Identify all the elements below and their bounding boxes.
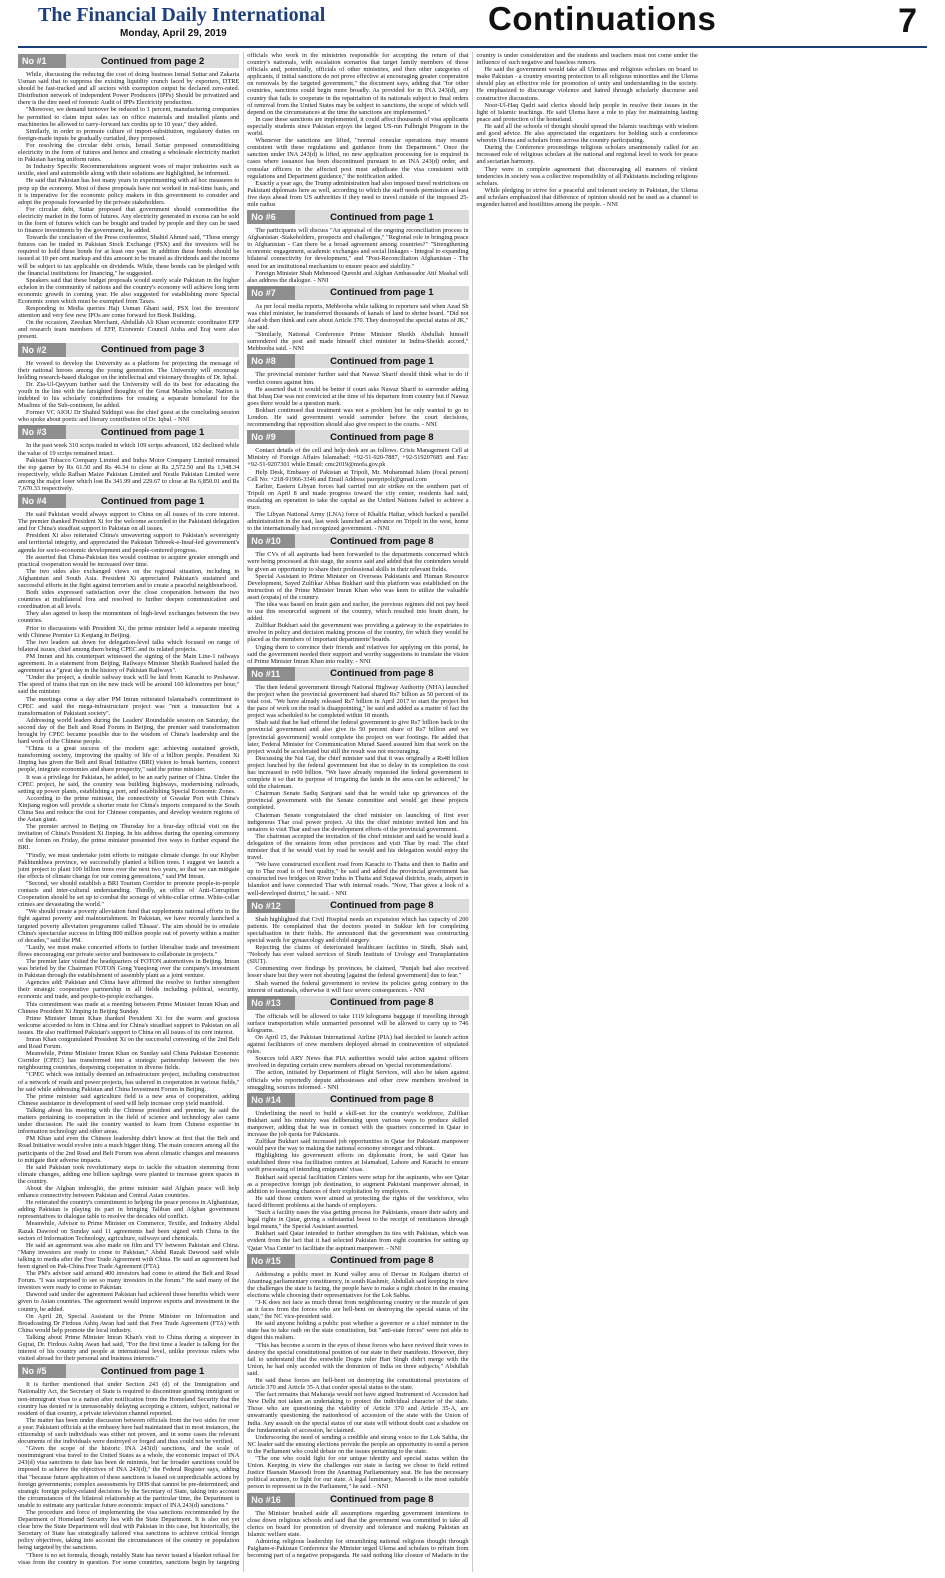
article-paragraph: Former VC AIOU Dr Shahid Siddiqui was the chief guest at the concluding session who spoke about poetic and literary contribution of Dr. Iqbal. - NNI (18, 409, 240, 424)
article-paragraph: The meetings come a day after PM Imran reiterated Islamabad's commitment to CPEC and said the mega-infrastructure project was "not a transaction but a transformation of Pakistani society". (18, 695, 240, 717)
article-paragraph: He asserted that it would be better if court asks Nawaz Sharif to surrender adding that Ishaq Dar was not convicted at the time of his departure from country but if Nawaz goes there would be a question mark. (247, 385, 469, 407)
article-paragraph: "We should create a poverty alleviation fund that supplements national efforts in the fight against poverty and malnourishment. In Pakistan, we have recently launched a targeted poverty alleviation programme called 'Ehsaas'. The aim should be to emulate China's spectacular success in lifting 800 million people out of poverty within a matter of decades," said the PM. (18, 908, 240, 944)
article (247, 996, 468, 1091)
article-paragraph: The provincial minister further said that Nawaz Sharif should think what to do if verdict comes against him. (247, 371, 469, 386)
article-paragraph: The premier later visited the headquarters of FOTON automotives in Beijing. Imran was briefed by the Chairman FOTON Gong Yueqiong over the company's investment in Pakistan through the establishment of assembly plant as a joint venture. (18, 957, 240, 980)
article-paragraph: Addressing a public meet in Kund valley area of Devsar in Kulgam district of Anantnag parliamentary constituency, in south Kashmir, Abdullah said keeping in view the challenges the state is facing, the people have to make a right choice in the ensuing elections while choosing their representatives for the Lok Sabha. (247, 1270, 469, 1299)
article-paragraph: Speakers said that these budget proposals would surely scale Pakistan in the higher echelon in the community of nations and the country's economy will achieve long term economic growth in coming year. He also suggested for establishing more Special Economic zones which must be exempted from Taxes. (18, 276, 240, 305)
article-paragraph: The then federal government through National Highway Authority (NHA) launched the project when the provincial government had shared Rs7 billion as 50 percent of its total cost. "We have already released Rs7 billion in April 2017 to start the project but the pace of work on the road is disappointing," he said and added as a matter of fact the project was scheduled to be completed within 18 month. (247, 683, 469, 720)
article-paragraph: He vowed to develop the University as a platform for projecting the message of their national heroes among the young generation. The University will encourage holding research-based dialogue on the intellectual and visionary thoughts of Dr. Iqbal. (18, 359, 240, 381)
article-paragraph: Talking about Prime Minister Imran Khan's visit to China during a stopover in Gujrat, Dr. Firdous Ashiq Awan had said, "For the first time a leader is talking for the interest of his country and people at international level, unlike previous rulers who visited abroad for their personal and business interests." (18, 1333, 240, 1363)
article-paragraph: Discussing the Nai Gaj, the chief minister said that it was originally a Rs48 billion project lunched by the federal government but due to delay in its completion its cost has increased to rs60 billion. "We have already requested the federal government to complete it so that its purpose of irrigating the lands in the area can be achieved," he told the chairman. (247, 754, 469, 791)
article-paragraph: On April 15, the Pakistan International Airline (PIA) had decided to launch action against facilitators of crew members deployed abroad in contravention of stipulated rules. (247, 1033, 469, 1056)
article-paragraph: Foreign Minister Shah Mehmood Qureshi and Afghan Ambassador Atif Mashal will also address the dialogue. - NNI (247, 269, 469, 284)
article-title: Continued from page 2 (100, 55, 205, 67)
article (18, 494, 239, 1362)
article-paragraph: "There is no set formula, though, notably State has never issued a blanket refusal for visas from the country in question. For some countries, sanctions begin by targeting officials who work in the ministries responsible for accepting the return of that country's nationals, with escalation scenarios that target family members of those officials and, potentially, officials of other ministries, and then other categories of applicants, if initial sanctions do not prove effective at encouraging greater cooperation on removals by the targeted government," the document says, adding that "for other countries, sanctions could begin more broadly. As provided for in INA 243(d), any country that fails to cooperate in the repatriation of its nationals subject to final orders of removal from the United States may be subject to sanctions, the scope of which will depend on the circumstances at the time the sanctions are implemented." (18, 52, 469, 1566)
article-paragraph: "Lastly, we must make concerted efforts to further liberalise trade and investment flows encouraging our private sector and businesses to collaborate in projects." (18, 943, 240, 958)
article-title: Continued from page 8 (330, 1494, 434, 1505)
article-tag: No #5 (18, 1364, 66, 1378)
article-header (18, 425, 239, 439)
article-paragraph: Talking about his meeting with the Chinese president and premier, he said the matters pertaining to cooperation in the field of science and technology also came under discussion. He said the country wanted to learn from Chinese expertise in information technology and other areas. (18, 1106, 240, 1136)
page-number: 7 (898, 2, 917, 40)
article-paragraph: Bukhari said Qatar intended to further strengthen its ties with Pakistan, which was evident from the fact that it had selected Pakistan from eight countries for setting up 'Qatar Visa Center' to facilitate the aspirant manpower. - NNI (247, 1230, 469, 1252)
article-title: Continued from page 1 (100, 1365, 205, 1377)
article-paragraph: Towards the conclusion of the Press conference, Shahid Ahmed said, "These energy futures can be traded in Pakistan Stock Exchange (PSX) and the investors will be required to hold these bonds for at least one year. In addition these bonds should be issued at 10 per cent markup and this amount to be treated as dividends and the income will be subject to tax applicable on dividends. While, these bonds can be pledged with the financial institutions for financing," he suggested. (18, 234, 240, 277)
article-paragraph: Prior to discussions with President Xi, the prime minister held a separate meeting with Chinese Premier Li Keqiang in Beijing. (18, 624, 240, 639)
article-tag: No #16 (247, 1493, 295, 1507)
article-paragraph: "This has become a scorn in the eyes of those forces who have revived their vows to destroy the special constitutional position of our state in their manifesto. However, they fail to understand that the erstwhile Dogra ruler Hari Singh didn't merge with the Union, he had only acceded with the dominion of India on three subjects," Abdullah said. (247, 1341, 469, 1377)
article-paragraph: The fact remains that Maharaja would not have signed Instrument of Accession had New Delhi not taken an undertaking to protect the individual character of the state. Those who are questioning the viability of Article 370 and Article 35-A, are unwarrantly questioning the nationhood of accession of the state with the Union of India. Any assault on the special status of our state will without doubt cast a shadow on the fundamentals of accession, he claimed. (247, 1391, 469, 1434)
article (247, 286, 468, 353)
article-paragraph: PM Imran and his counterpart witnessed the signing of the Main Line-1 railways agreement. In a statement from Beijing, Railways Minister Sheikh Rasheed hailed the agreement as a "great day in the history of Pakistan Railways". (18, 652, 240, 675)
article-paragraph: "Second, we should establish a BRI Tourism Corridor to promote people-to-people contacts and inter-cultural understanding. Thirdly, an office of Anti-Corruption Cooperation should be set up to combat the scourge of white-collar crime. White-collar crimes are devastating the world." (18, 879, 240, 909)
article-header (247, 899, 468, 913)
article-paragraph: Urging them to convince their friends and relatives for applying on this portal, he said the government needed their support and worthy suggestions to translate the vision of Prime Minister Imran Khan into reality. - NNI (247, 643, 469, 665)
article-header (247, 534, 468, 548)
article-title: Continued from page 1 (330, 287, 434, 299)
article-columns (18, 52, 927, 1572)
article-paragraph: Similarly, in order to promote culture of import-substitution, regulatory duties on foreign-made inputs be gradually curtailed, they proposed. (18, 127, 240, 142)
article-header (247, 1093, 468, 1107)
article-paragraph: On April 28, Special Assistant to the Prime Minister on Information and Broadcasting Dr Firdous Ashiq Awan had said that Free Trade Agreement (FTA) with China would help promote the local industry. (18, 1312, 240, 1334)
article-paragraph: Agencies add: Pakistan and China have affirmed the resolve to further strengthen their strategic cooperative partnership in all fields including political, security, economic and trade, and people-to-people exchanges. (18, 979, 240, 1001)
article-title: Continued from page 8 (330, 1094, 434, 1106)
article-paragraph: It was a privilege for Pakistan, he added, to be an early partner of China. Under the CPEC project, he said, the country was building highways, modernising railroads, setting up power plants, establishing a port, and establishing Special Economic Zones. (18, 773, 240, 795)
article-paragraph: "Similarly, National Conference Prime Minister Sheikh Abdullah himself surrendered the post and made himself chief minister in Indira-Sheikh accord," Mehbooba said. - NNI (247, 331, 469, 353)
article-paragraph: The action, initiated by Department of Flight Services, will also be taken against officials who reportedly depute airhostesses and other crew members involved in smuggling, sources informed. - NNI (247, 1069, 469, 1091)
article-paragraph: "Moreover, we demand turnover be reduced to 1 percent, manufacturing companies be permitted to claim input sales tax on office materials and installed plants and machineries be allowed to carry-forward tax credits up to 10 year," they added. (18, 106, 240, 128)
article-paragraph: "Under the project, a double railway track will be laid from Karachi to Peshawar. The speed of trains that run on the new track will be around 160 kilometres per hour," said the minister. (18, 674, 240, 696)
article-paragraph: Special Assistant to Prime Minister on Overseas Pakistanis and Human Resource Development, Sayed Zulfikar Abbas Bukhari said this platform was established on the instruction of the Prime Minister Imran Khan who was keen to utilize the valuable asset (expats) of the country. (247, 572, 469, 601)
article-paragraph: "Firstly, we must undertake joint efforts to mitigate climate change. In our Khyber Pakhtunkhwa province, we successfully planted a billion trees. I suggest we launch a joint project to plant 100 billion trees over the next two years, so that we can mitigate the effects of climate change for our coming generations," said PM Imran. (18, 851, 240, 880)
article-paragraph: The PM's advisor said around 400 investors had come to attend the Belt and Road Forum. "I was surprised to see so many investors in the forum." He said many of the investors were ready to come to Pakistan. (18, 1270, 240, 1292)
article-paragraph: In Industry Specific Recommendations segment woes of major industries such as textile, steel and automobile along with their solutions are highlighted, he informed. (18, 163, 240, 178)
article-paragraph: He said anyone holding a public post whether a governor or a chief minister in the state has to take oath on the state constitution, but "anti-state forces" were not able to digest this realism. (247, 1320, 469, 1342)
article-paragraph: He said an agreement was also made on film and TV between Pakistan and China. "Many investors are ready to come to Pakistan," Abdul Razak Dawood said while talking to media after the Free Trade Agreement with China. He said an agreement had been signed on Pak-China Free Trade Agreement (FTA). (18, 1241, 240, 1270)
article-paragraph: The participants will discuss "An appraisal of the ongoing reconciliation process in Afghanistan -Stakeholders, prospects and challenges," "Regional role in bringing peace to Afghanistan - Can there be a broad agreement among countries?" "Strengthening economic engagement, academic exchanges and social linkages - Integral to expanding bilateral connectivity for development," and "Post-Reconciliation Afghanistan - The need for an institutional mechanism to ensure peace and stability." (247, 227, 469, 270)
article-paragraph: The premier arrived in Beijing on Thursday for a four-day official visit on the invitation of China's President Xi Jinping. In his address during the opening ceremony of the forum on Friday, the prime minister presented five ways to further expand the BRI. (18, 823, 240, 852)
article-paragraph: Imran Khan congratulated President Xi on the successful convening of the 2nd Belt and Road Forum. (18, 1036, 240, 1051)
article-paragraph: Admiring religious leadership for streamlining national religious thought through Paigham-e-Pakistan Conference the Minister urged Ulema and scholars to refrain from becoming part of a negative propaganda. He said nothing like closure of Madaris in the country is under consideration and the students and teachers must not come under the influence of such negative and baseless rumors. (247, 52, 698, 1560)
article-tag: No #13 (247, 996, 295, 1010)
article-paragraph: He said these forces are hell-bent on destroying the constitutional provisions of Article 370 and Article 35-A that confer special status to the state. (247, 1377, 469, 1392)
article-tag: No #2 (18, 343, 66, 357)
article-paragraph: Sources told ARY News that PIA authorities would take action against officers involved in deputing certain crew members abroad on 'special recommendations'. (247, 1055, 469, 1070)
article (247, 430, 468, 532)
article-header (18, 1364, 239, 1378)
article-paragraph: Exactly a year ago, the Trump administration had also imposed travel restrictions on Pakistani diplomats here as well, according to which the staff needs permission at least five days ahead from US authorities if they need to travel outside of the imposed 25-mile radius (247, 179, 469, 208)
article-title: Continued from page 8 (330, 997, 434, 1009)
article-paragraph: For resolving the circular debt crisis, Ismail Suttar proposed commoditising electricity in the form of futures and hence and creating a wholesale electricity market in Pakistan having uniform rates. (18, 141, 240, 164)
article-tag: No #1 (18, 54, 66, 68)
article-paragraph: "Given the scope of the historic INA 243(d) sanctions, and the scale of nonimmigrant visa travel to the United States as a whole, the economic impact of INA 243(d) visa sanctions to date has been de minimis, but far broader sanctions could be imposed to achieve the objectives of INA 243(d)," the Federal Register says, adding that "because future application of these sanctions is based on unpredictable actions by foreign governments; complex assessments by DHS that cannot be pre-determined; and strategic foreign policy-related decisions by the Secretary of State, taking into account the circumstances of the bilateral relationship at the particular time, the Department is unable to estimate any particular future economic impact of INA 243(d) sanctions." (18, 1445, 240, 1509)
article-title: Continued from page 8 (330, 1255, 434, 1267)
article-paragraph: Responding to Media queries Haji Usman Ghani said, PSX lost the investors' attention and very few new IPOs are come forward for Book Building. (18, 305, 240, 320)
article-title: Continued from page 8 (330, 431, 434, 443)
article-paragraph: The two sides also exchanged views on the regional situation, including in Afghanistan and South Asia. President Xi appreciated Pakistan's sustained and successful efforts in the fight against terrorism and to create a peaceful neighbourhood. (18, 567, 240, 589)
article-paragraph: Zulfikar Bukhari said increased job opportunities in Qatar for Pakistani manpower would pave the way to making the national economy stronger and vibrant. (247, 1138, 469, 1153)
article-paragraph: On the occasion, Zeeshan Merchant, Abdullah Ali Khan economic coordinator EFP and research team members of EFP, Economic Council Aisha and Eraj were also present. (18, 319, 240, 341)
article-header (247, 286, 468, 300)
article-paragraph: This commitment was made at a meeting between Prime Minister Imran Khan and Chinese President Xi Jinping in Beijing Sunday. (18, 1000, 240, 1015)
article (247, 534, 468, 665)
article (18, 343, 239, 424)
article-tag: No #11 (247, 667, 295, 681)
article-paragraph: "J-K does not face as much threat from neighbouring country or the muzzle of gun as it faces from the forces who are hell-bent on destroying the special status of the state," the NC vice-president said. (247, 1298, 469, 1321)
article-tag: No #9 (247, 430, 295, 444)
article-header (18, 494, 239, 508)
article-paragraph: Highlighting his government efforts on diplomatic front, he said Qatar has established three visa facilitation centres at Islamabad, Lahore and Karachi to ensure swift processing of intending emigrants' visas. (247, 1152, 469, 1174)
article-header (247, 1493, 468, 1507)
article-paragraph: Help Desk, Embassy of Pakistan at Tripoli, Mr. Muhammad Islam (focal person) Cell No: +218-91966-3346 and Email Address parepripoli@gmail.com (247, 468, 469, 483)
article-paragraph: They were in complete agreement that discouraging all manners of violent tendencies in society was a collective responsibility of all Pakistanis including religious scholars. (476, 165, 698, 187)
article-paragraph: The CVs of all aspirants had been forwarded to the departments concerned which were being processed at this stage, the source said and added that the contenders would be given an opportunity to share their professional skills in their relevant fields. (247, 551, 469, 573)
article-tag: No #8 (247, 354, 295, 368)
article-paragraph: Earlier, Eastern Libyan forces had carried out air strikes on the southern part of Tripoli on April 8 and made progress toward the city center, residents had said, escalating an operation to take the capital as the United Nations failed to achieve a truce. (247, 482, 469, 511)
article-paragraph: "Such a facility eases the visa getting process for Pakistanis, ensure their safety and legal rights in Qatar, giving a substantial boost to the receipt of remittances through legal means," the Special Assistant asserted. (247, 1209, 469, 1231)
article-paragraph: The Libyan National Army (LNA) force of Khalifa Haftar, which backed a parallel administration in the east, last week launched an advance on Tripoli in the west, home to the internationally had recognized government. - NNI (247, 511, 469, 533)
article-paragraph: Meanwhile, Prime Minister Imran Khan on Sunday said China Pakistan Economic Corridor (CPEC) has transformed into a strategic partnership between the two neighbouring countries, deepening cooperation in diverse fields. (18, 1050, 240, 1072)
article-tag: No #3 (18, 425, 66, 439)
article-paragraph: Zulfikar Bukhari said the government was providing a gateway to the expatriates to involve in policy and decision making process of the country, for which they would be placed as the members of important departments' boards. (247, 622, 469, 644)
article-paragraph: Dr. Zia-Ul-Qayyum further said the University will do its best for educating the youth in the line with the farsighted thoughts of the Great Muslim scholar. Nation is indebted to his scholarly contributions for creating a separate homeland for the Muslims of the Sub-continent, he added. (18, 380, 240, 410)
article-tag: No #6 (247, 210, 295, 224)
article-paragraph: Rejecting the claims of deteriorated healthcare facilities in Sindh, Shah said, "Nobody has ever valued services of Sindh Institute of Urology and Transplantation (SIUT). (247, 944, 469, 966)
article-paragraph: Shah said that he had offered the federal government to give Rs7 billion back to the provincial government and also give its 50 percent share of Rs7 billion and we [provincial government] would complete the project on war footings. He added that later, Federal Minister for Communication Murad Saeed assured him that work on the project would be accelerated but still the result was not encouraging. (247, 719, 469, 755)
article-tag: No #15 (247, 1254, 295, 1268)
article-tag: No #14 (247, 1093, 295, 1107)
article-paragraph: He said all the schools of thought should spread the Islamic teachings with wisdom and good advice. He also appreciated the organizers for holding such a conference wherein Ulema and scholars from across the country participating. (476, 122, 698, 145)
article (18, 425, 239, 492)
article-title: Continued from page 1 (330, 355, 434, 367)
article-title: Continued from page 8 (330, 668, 434, 680)
article-paragraph: In the past week 310 scrips traded in which 109 scrips advanced, 182 declined while the value of 19 scrips remained intact. (18, 442, 240, 457)
article-paragraph: The chairman accepted the invitation of the chief minister and said he would lead a delegation of the senators from other provinces and visit Thar by road. The chief minister that if he would visit by road he would and his delegation would enjoy the travel. (247, 832, 469, 862)
article (247, 210, 468, 284)
article-paragraph: Underscoring the need of sending a credible and strong voice to the Lok Sabha, the NC leader said the ensuing elections provide the people an opportunity to send a person to the Parliament who could debate on the issues pertaining to the state. (247, 1433, 469, 1455)
paper-name: The Financial Daily International (38, 4, 326, 26)
section-title: Continuations (488, 0, 717, 37)
article-paragraph: According to the prime minister, the connectivity of Gwadar Port with China's Xinjiang region will provide a shorter route for China's imports compared to the South China Sea and reduce the cost for Chinese companies, and develop western regions of the Asian giant. (18, 794, 240, 824)
article-paragraph: For circular debt, Suttar proposed that government should commoditise the electricity market in the form of futures. Any electricity generated in excess can be sold in the form of futures which can be bought and traded by people and they can be used to finance investments by the government, he added. (18, 205, 240, 235)
article-header (247, 210, 468, 224)
masthead (18, 0, 927, 48)
article-paragraph: President Xi also reiterated China's unwavering support to Pakistan's sovereignty and territorial integrity, and appreciated the Pakistan Tehreek-e-Insaf-led government's agenda for socio-economic development and people-centered progress. (18, 532, 240, 554)
article-paragraph: While pledging to strive for a peaceful and tolerant society in Pakistan, the Ulema and scholars emphasized that difference of opinion should not be used as a channel to engender hatred and hostilities among the people. - NNI (476, 186, 698, 208)
article-paragraph: While, discussing the reducing the cost of doing business Ismail Suttar and Zakaria Usman said that to suppress the existing liquidity crunch faced by exporters, DTRE should be fast-tracked and all sectors with exemption output be declared zero-rated. Distribution network of independent Power Producers (IPPs) Should be privatized and there is the dire need of forensic Audit of IPPs Electricity production. (18, 71, 240, 107)
article (18, 54, 239, 341)
article-paragraph: The prime minister said agriculture field is a new area of cooperation, adding Chinese assistance in development of seed will help increase crop yield manifold. (18, 1092, 240, 1107)
article-paragraph: "We have constructed excellent road from Karachi to Thatta and then to Badin and up to Thar road is of best quality," he said and added the provincial government has constructed two bridges on River Indus in Thatta and Sujawal districts, roads, airport in Islamkot and have connected Thar with internal roads. "Now, Thar gives a look of a well-developed district," he said. - NNI (247, 861, 469, 897)
article-paragraph: He said the government would take all Ulemas and religious scholars on board to make Pakistan - a country ensuring protection to all religious minorities and the Ulema should play an effective role for promotion of unity and understanding in the society. He emphasized to discourage violence and hatred through scholarly discourse and constructive discussions. (476, 66, 698, 102)
article-paragraph: The Minister brushed aside all assumptions regarding government intentions to close down religious schools and said that the government was committed to take all clerics on board for promotion of diversity and tolerance and making Pakistan an Islamic welfare state. (247, 1509, 469, 1538)
article-paragraph: Commenting over findings by provinces, he claimed, "Punjab had also received lesser share but they were not shouting [against the federal government] due to fear." (247, 965, 469, 980)
article-tag: No #10 (247, 534, 295, 548)
article-paragraph: The idea was based on brain gain and earlier, the previous regimes did not pay heed to use this resourceful segment of the country, which resulted into brain drain, he added. (247, 601, 469, 623)
article-paragraph: About the Afghan imbroglio, the prime minister said Afghan peace will help enhance connectivity between Pakistan and Central Asian countries. (18, 1184, 240, 1200)
article-paragraph: Meanwhile, Advisor to Prime Minister on Commerce, Textile, and Industry Abdul Razak Dawood on Sunday said 11 agreements had been signed with China in the sectors of Information Technology, agriculture, railways and chemicals. (18, 1220, 240, 1242)
article (247, 354, 468, 428)
article-paragraph: Bokhari continued that treatment was not a problem but he only wanted to go to London. He said government would surrender before the court decisions, recommending that opposition should also give respect to the courts. - NNI (247, 406, 469, 429)
article-header (18, 343, 239, 357)
article-paragraph: PM Khan said even the Chinese leadership didn't know at first that the Belt and Road Initiative would evolve into a much bigger thing. The main concern among all the participants of the 2nd Road and Belt Forum was about climatic changes and measures to mitigate their adverse impacts. (18, 1135, 240, 1164)
article-paragraph: The matter has been under discussion between officials from the two sides for over a year. Pakistani officials at the embassy here had maintained that in most instances, the citizenship of such individuals was either not proven, and in some cases the relevant documents of the individuals were destroyed or forged and thus could not be verified. (18, 1416, 240, 1446)
article (247, 1093, 468, 1252)
article-header (247, 354, 468, 368)
article-header (247, 667, 468, 681)
article-paragraph: He said that Pakistan has lost many years in experimenting with ad hoc measures to prop up the economy. Most of these proposals have not worked in real-time basis, and it is imperative for the economic policy makers in this government to consider and adopt the proposals forwarded by the private stakeholders. (18, 177, 240, 206)
article-paragraph: Chairman Senate congratulated the chief minister on launching of first ever indigenous Thar coal power project. At this the chief minister invited him and his senators to visit Thar and see the development efforts of the provincial government. (247, 811, 469, 833)
article-paragraph: Noor-Ul-Haq Qadri said clerics should help people in resolve their issues in the light of Islamic teachings. He said Ulema have a role to play for maintaining lasting peace and protection of the homeland. (476, 101, 698, 123)
article-paragraph: Chairman Senate Sadiq Sanjrani said that he would take up grievances of the provincial government with the Senate committee and would get these projects completed. (247, 790, 469, 812)
article-paragraph: Shah highlighted that Civil Hospital needs an expansion which has capacity of 200 patients. He complained that the doctors posted in Sukkur left for completing specialisation in their fields. He announced that the government was constructing special wards for gynaecology and child surgery. (247, 915, 469, 944)
article-title: Continued from page 8 (330, 900, 434, 912)
article-header (18, 54, 239, 68)
article-paragraph: As per local media reports, Mehbooba while talking to reporters said when Azad Sb was chief minister, he transferred thousands of kanals of land to shrine board. "Did not Azad sb then think and care about Article 370. They destroyed the special status of JK," she said. (247, 302, 469, 332)
article-paragraph: He said Pakistan would always support to China on all issues of its core interest. The premier thanked President Xi for the welcome accorded to the Pakistani delegation and for China's steadfast support to Pakistan on all issues. (18, 511, 240, 533)
article-header (247, 1254, 468, 1268)
article (247, 899, 468, 994)
article-title: Continued from page 8 (330, 535, 434, 547)
article-paragraph: Addressing world leaders during the Leaders' Roundtable session on Saturday, the second day of the Belt and Road Forum in Beijing, the premier said transformation brought by CPEC became possible due to the wisdom of China's leadership and the hard work of the Chinese people. (18, 716, 240, 746)
article (247, 1254, 468, 1491)
article-paragraph: In case these sanctions are implemented, it could affect thousands of visa applicants especially students since Pakistan enjoys the largest US-run Fulbright Program in the world. (247, 115, 469, 138)
article-paragraph: Prime Minister Imran Khan thanked President Xi for the warm and gracious welcome accorded to him in China and for China's steadfast support to Pakistan on all issues. He also reaffirmed Pakistan's support to China on all issues of its core interest. (18, 1014, 240, 1036)
article-paragraph: Whenever the sanctions are lifted, "normal consular operations may resume consistent with these regulations and guidance from the Department." Once the sanction under INA 243(d) is lifted, no new application processing fee is required in cases where issuance has been discontinued pursuant to an INA 243(d) order, and consular officers in the affected post must adjudicate the visa consistent with regulations and Department guidance," the notification added. (247, 137, 469, 180)
article-title: Continued from page 1 (330, 211, 434, 223)
article (247, 667, 468, 897)
article-tag: No #7 (247, 286, 295, 300)
article-paragraph: Contact details of the cell and help desk are as follows. Crisis Management Cell at Ministry of Foreign Affairs Islamabad: +92-51-920-7887, +92-519207685 and Fax: +92-51-9207301 while Email: cmc2019@mofa.gov.pk (247, 447, 469, 469)
article-paragraph: "China is a great success of the modern age: achieving sustained growth, transforming society, improving the quality of life of a billion people. President Xi Jinping has given the Belt and Road Initiative (BRI) vision to break barriers, connect people, integrate economies and share prosperity," said the prime minister. (18, 745, 240, 774)
article-paragraph: They also agreed to keep the momentum of high-level exchanges between the two countries. (18, 610, 240, 625)
article-paragraph: "CPEC which was initially deemed an infrastructure project, including construction of a network of roads and power projects, has ushered in cooperation in various fields," he said while addressing Pakistan and China Investment Forum in Beijing. (18, 1071, 240, 1093)
article-paragraph: The two leaders sat down for delegation-level talks which focused on range of bilateral issues, chief among them being CPEC and its related projects. (18, 638, 240, 653)
article-paragraph: Pakistan Tobacco Company Limited and Indus Motor Company Limited remained the top gainer by Rs 61.50 and Rs 46.34 to close at Rs 2,572.50 and Rs 1,348.34 respectively, while Rafhan Maize Pakistan Limited and Nestle Pakistan Limited were among the major loser which lost Rs 341.99 and 229.67 to close at Rs 6,850.01 and Rs 7,670.33 respectively. (18, 456, 240, 492)
issue-date: Monday, April 29, 2019 (120, 28, 227, 39)
article-paragraph: He asserted that China-Pakistan ties would continue to acquire greater strength and practical cooperation would be increased over time. (18, 553, 240, 568)
article-header (247, 430, 468, 444)
article-paragraph: He said those centers were aimed at protecting the rights of the workforce, who faced different problems at the hands of employers. (247, 1194, 469, 1209)
article-paragraph: Both sides expressed satisfaction over the close cooperation between the two countries at multilateral fora and resolved to further deepen communication and coordination at all levels. (18, 589, 240, 611)
article-title: Continued from page 3 (100, 344, 205, 356)
article-header (247, 996, 468, 1010)
article-paragraph: It is further mentioned that under Section 243 (d) of the Immigration and Nationality Act, the Secretary of State is required to discontinue granting immigrant or non-immigrant visas to a nation after notification from the Homeland Security that the country has denied or is unreasonably delaying accepting a citizen, subject, national or resident of that country, a private television channel reported. (18, 1381, 240, 1417)
article-paragraph: Underlining the need to build a skill-set for the country's workforce, Zulfikar Bukhari said his ministry was deliberating upon various ways to produce skilled manpower, adding that he was in contact with the quarters concerned in Qatar to increase the job quota for Pakistanis. (247, 1109, 469, 1138)
article-tag: No #12 (247, 899, 295, 913)
article-paragraph: He said Pakistan took revolutionary steps to tackle the situation stemming from climate changes, adding one billion saplings were planted to increase green spaces in the country. (18, 1163, 240, 1185)
article-paragraph: Bukhari said special facilitation Centers were setup for the aspirants, who see Qatar as a prospective foreign job destination, to augment Pakistani manpower abroad, in addition to lessening chances of their exploitation by employers. (247, 1173, 469, 1195)
article-tag: No #4 (18, 494, 66, 508)
article-paragraph: "The one who could fight for our unique identity and special status within the Union. Keeping in view the challenges our state is facing we chose to field retired Justice Hasnain Masoodi from the Anantnag Parliamentary seat. He has the necessary political acumen, to fight for our state. A legal luminary, Masoodi is the most suitable person to represent us in the Parliament," he said. - NNI (247, 1455, 469, 1491)
article-paragraph: The officials will be allowed to take 1119 kilograms baggage if travelling through surface transportation while unmarried personnel will be allowed to carry up to 746 kilograms. (247, 1012, 469, 1034)
article-paragraph: The procedure and force of implementing the visa sanctions recommended by the Department of Homeland Security lies with the State Department. It is also not yet clear how the State Department will deal with Pakistan in this case, but historically, the Secretary of State has strategically tailored visa sanctions to achieve critical foreign policy objectives, taking into account the circumstances of the country or population being targeted by the sanctions. (18, 1509, 240, 1552)
article-paragraph: During the Conference proceedings religious scholars unanimously called for an increased role of religious scholars at the national and regional level to work for peace and sectarian harmony. (476, 144, 698, 166)
article-title: Continued from page 1 (100, 495, 205, 507)
article-paragraph: He reiterated the country's commitment to helping the peace process in Afghanistan, adding Pakistan is playing its part in bringing Taliban and Afghan government representatives to dialogue table to resolve the decades old conflict. (18, 1199, 240, 1221)
article-paragraph: Dawood said under the agreement Pakistan had achieved those benefits which were given to Asian countries. The agreement would improve exports and investment in the country, he added. (18, 1291, 240, 1313)
article-title: Continued from page 1 (100, 426, 205, 438)
article-paragraph: Shah warned the federal government to review its policies going contrary to the interest of nationals, otherwise it will face severe consequences. - NNI (247, 979, 469, 994)
